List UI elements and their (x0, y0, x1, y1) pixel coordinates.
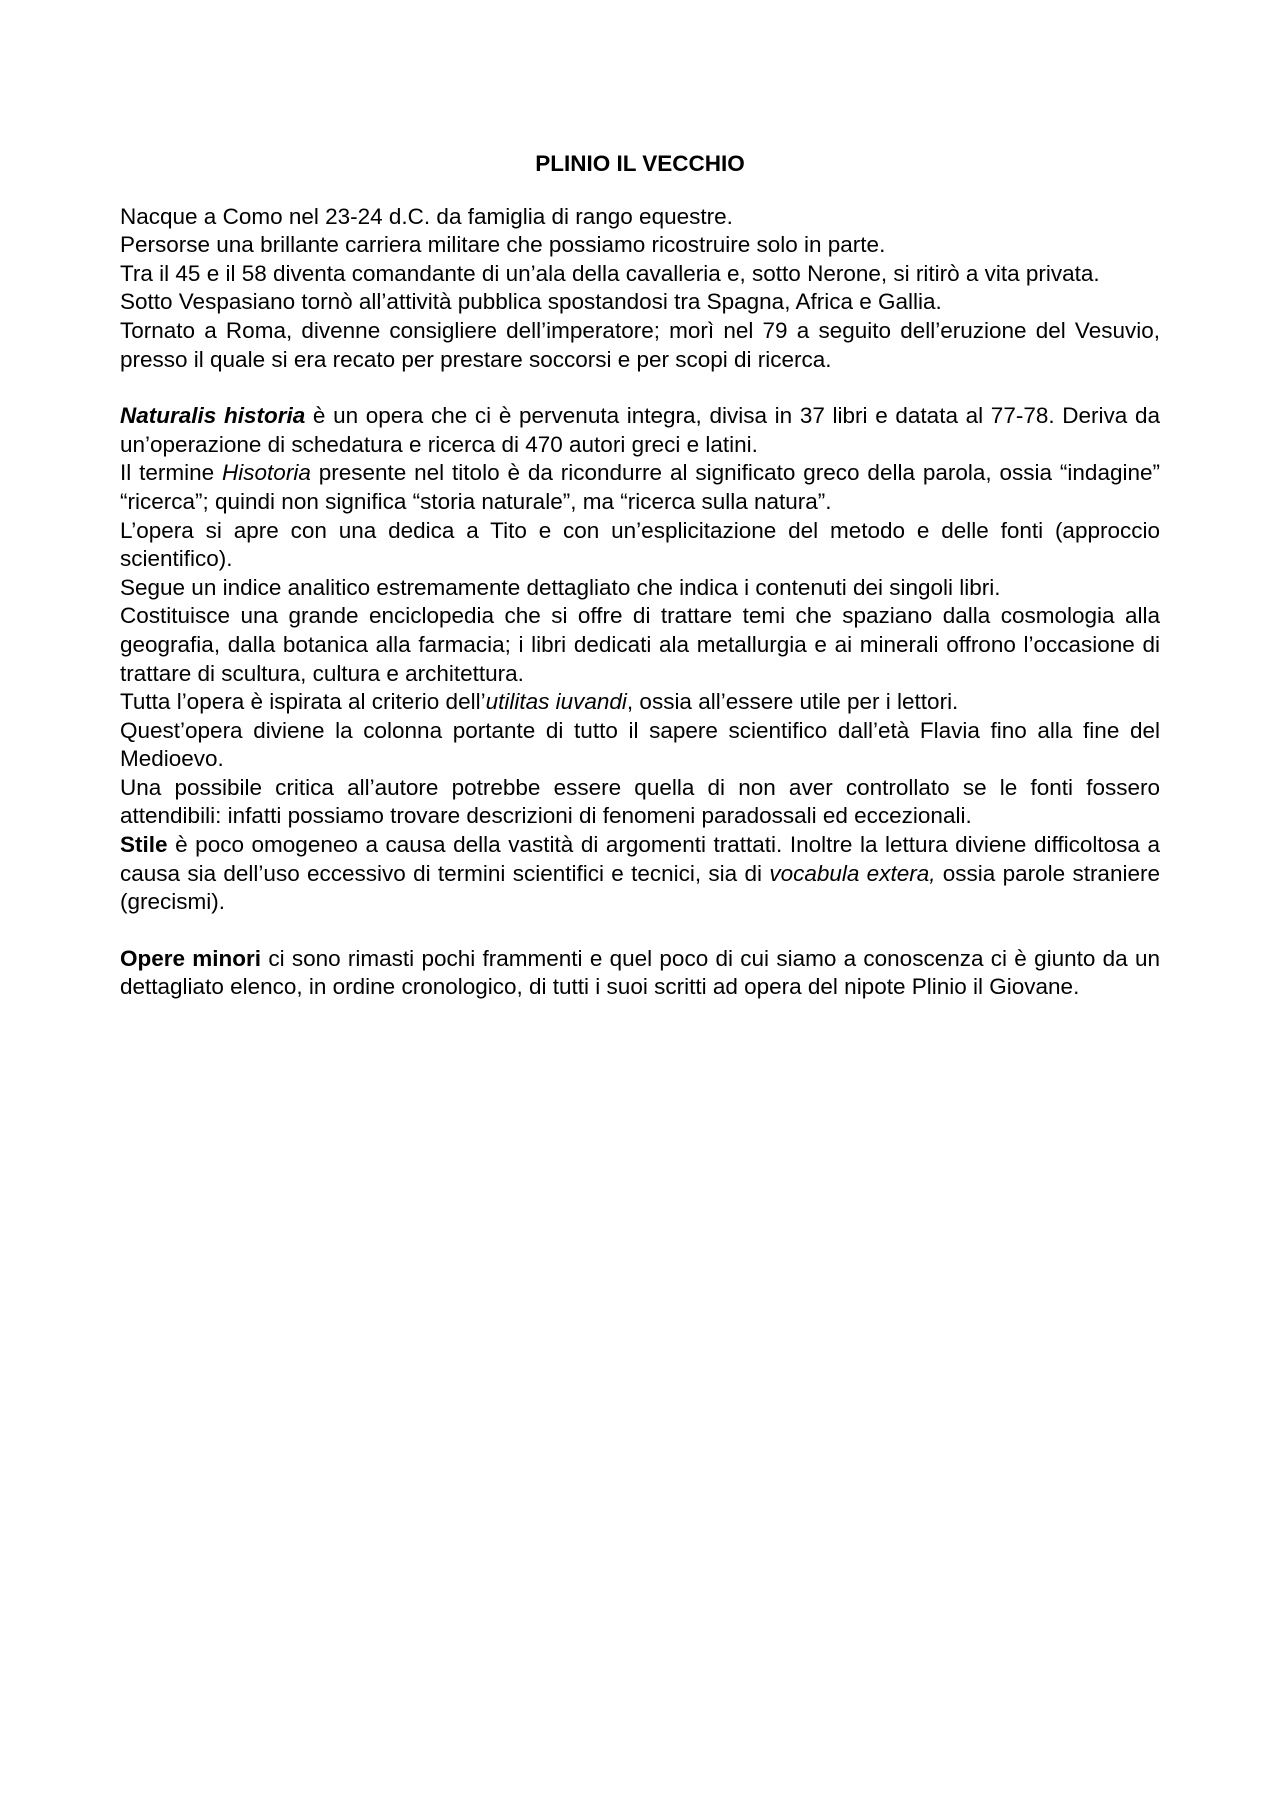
naturalis-utilitas (120, 688, 1160, 717)
stile-section (120, 831, 1160, 917)
document-title: PLINIO IL VECCHIO (535, 151, 745, 176)
naturalis-enciclopedia: Costituisce una grande enciclopedia che si offre di trattare temi che spaziano dalla cosmologia alla geografia, dalla botanica alla farmacia; i libri dedicati ala metallurgia e ai minerali offrono l’occasione di trattare di scultura, cultura e architettura. (120, 603, 1160, 686)
utilitas-italic: utilitas iuvandi (485, 689, 627, 715)
opere-minori-section (120, 945, 1160, 1002)
naturalis-critica: Una possibile critica all’autore potrebbe essere quella di non aver controllato se le fonti fossero attendibili: infatti possiamo trovare descrizioni di fenomeni paradossali ed eccezionali. (120, 774, 1160, 829)
opere-minori-heading: Opere minori (120, 945, 262, 971)
hisotoria-italic: Hisotoria (222, 460, 311, 486)
bio-line-1: Nacque a Como nel 23-24 d.C. da famiglia di rango equestre. (120, 203, 733, 229)
biography-section (120, 203, 1160, 375)
naturalis-term (120, 459, 1160, 516)
naturalis-term-text-a: Il termine (120, 460, 223, 486)
naturalis-historia-section (120, 402, 1160, 831)
naturalis-heading: Naturalis historia (120, 403, 306, 429)
stile-text-a: è poco omogeneo a causa della vastità di argomenti trattati. Inoltre la lettura diviene difficoltosa a causa sia dell’uso eccessivo di termini scientifici e tecnici, sia di (120, 832, 1160, 886)
opere-minori-text: ci sono rimasti pochi frammenti e quel poco di cui siamo a conoscenza ci è giunto da un dettagliato elenco, in ordine cronologico, di tutti i suoi scritti ad opera del nipote Plinio il Giovane. (120, 945, 1160, 1000)
bio-line-4: Sotto Vespasiano tornò all’attività pubblica spostandosi tra Spagna, Africa e Gallia. (120, 289, 942, 315)
naturalis-utilitas-text-b: , ossia all’essere utile per i lettori. (626, 689, 959, 715)
stile-heading: Stile (120, 832, 168, 858)
paragraph-gap (120, 374, 1160, 402)
stile-paragraph (120, 831, 1160, 917)
bio-line-3: Tra il 45 e il 58 diventa comandante di un’ala della cavalleria e, sotto Nerone, si ritirò a vita privata. (120, 260, 1100, 286)
naturalis-intro-text: è un opera che ci è pervenuta integra, divisa in 37 libri e datata al 77-78. Deriva da un’operazione di schedatura e ricerca di 470 autori greci e latini. (120, 403, 1160, 457)
naturalis-intro (120, 402, 1160, 459)
opere-minori-paragraph (120, 945, 1160, 1002)
bio-line-5: Tornato a Roma, divenne consigliere dell’imperatore; morì nel 79 a seguito dell’eruzione del Vesuvio, presso il quale si era recato per prestare soccorsi e per scopi di ricerca. (120, 317, 1160, 372)
naturalis-utilitas-text-a: Tutta l’opera è ispirata al criterio dell’ (120, 689, 486, 715)
vocabula-extera-italic: vocabula extera, (769, 860, 936, 886)
bio-line-2: Persorse una brillante carriera militare che possiamo ricostruire solo in parte. (120, 232, 886, 258)
naturalis-colonna: Quest’opera diviene la colonna portante di tutto il sapere scientifico dall’età Flavia fino alla fine del Medioevo. (120, 717, 1160, 772)
naturalis-indice: Segue un indice analitico estremamente dettagliato che indica i contenuti dei singoli libri. (120, 574, 1001, 600)
paragraph-gap-2 (120, 917, 1160, 945)
stile-text-b: ossia parole straniere (grecismi). (120, 860, 1160, 915)
naturalis-term-text-b: presente nel titolo è da ricondurre al significato greco della parola, ossia “indagine” “ricerca”; quindi non significa “storia naturale”, ma “ricerca sulla natura”. (120, 460, 1160, 514)
document-page (120, 150, 1160, 1002)
naturalis-dedica: L’opera si apre con una dedica a Tito e con un’esplicitazione del metodo e delle fonti (approccio scientifico). (120, 517, 1160, 572)
